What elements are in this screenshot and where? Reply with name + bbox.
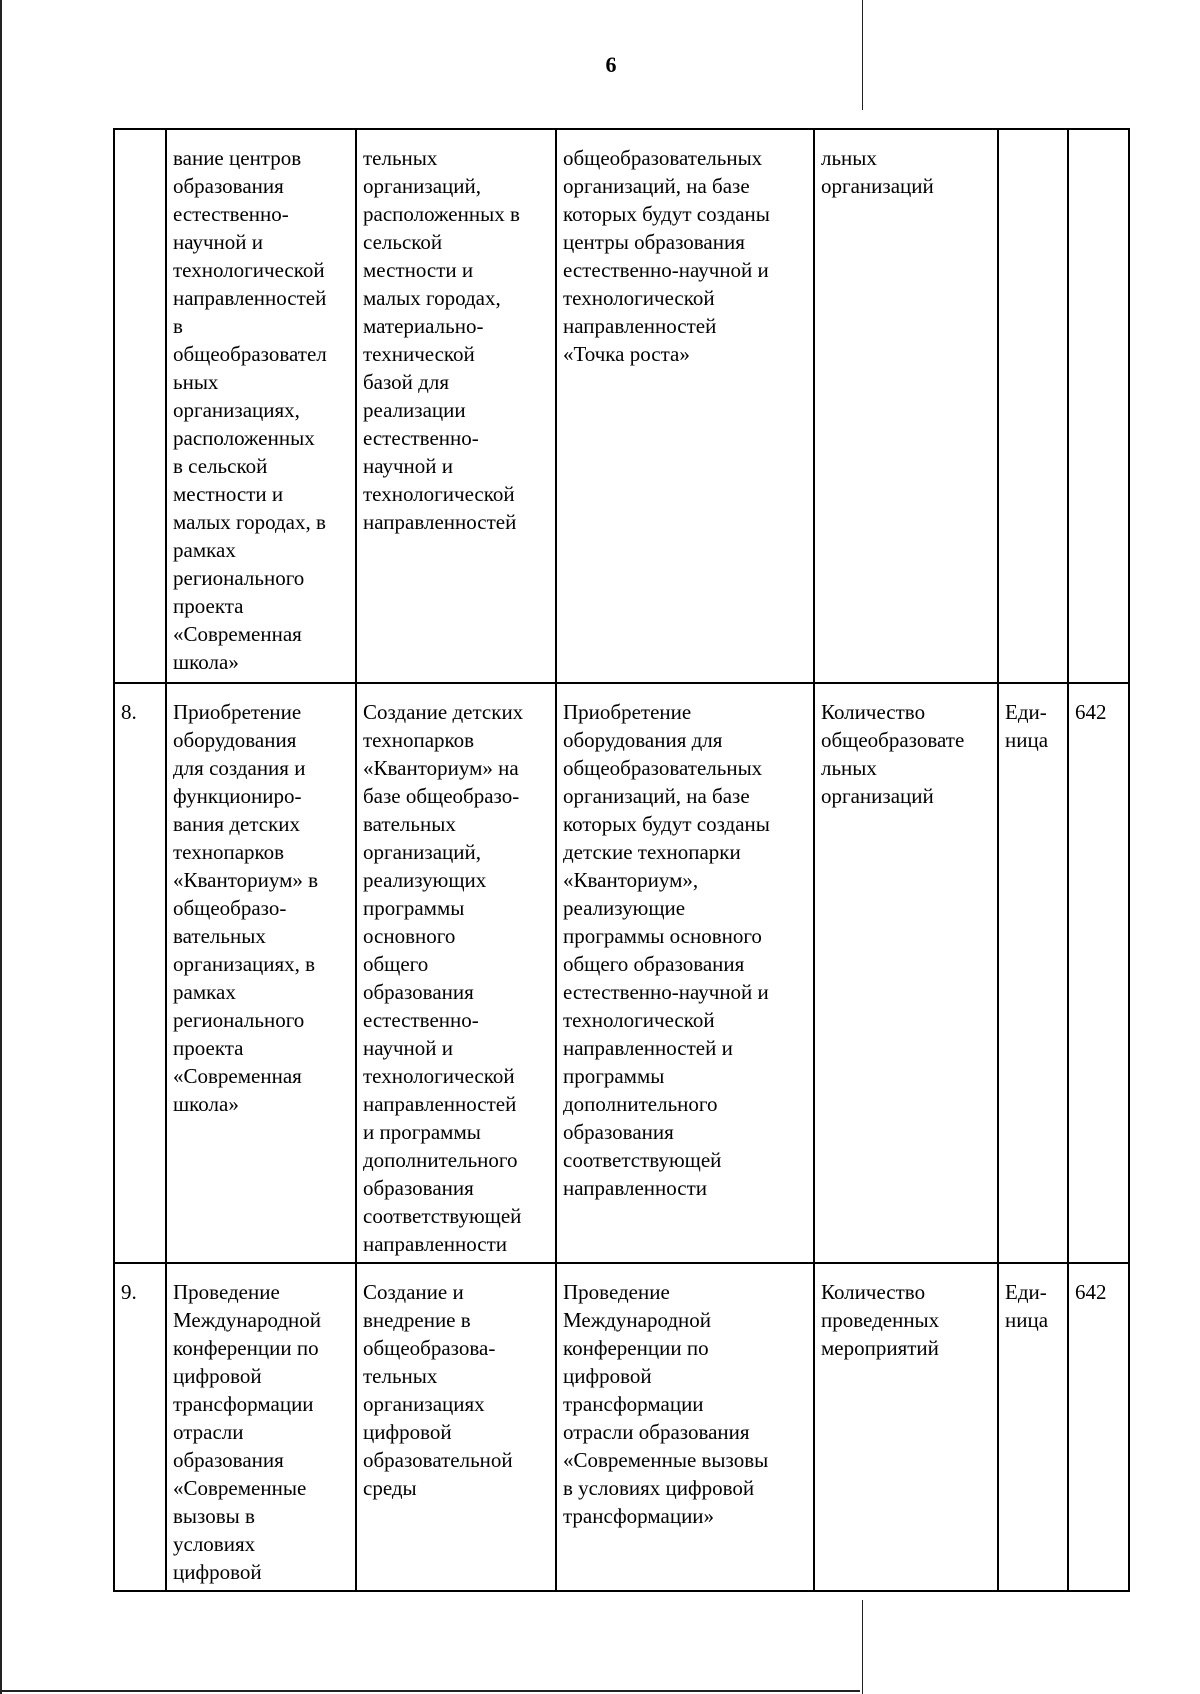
measure-name-cell: вание центров образования естественно- научной и технологической направленностей в общеобразовател ьных организациях, расположенных в сельской местности и малых городах, в рамках регионального проекта «Современная школа» <box>166 129 356 683</box>
table-row <box>114 129 1129 683</box>
indicator-name-cell: Количество общеобразовате льных организаций <box>814 683 998 1263</box>
scan-edge-line-left <box>0 0 2 1694</box>
measures-table <box>113 128 1130 1592</box>
result-description-cell: тельных организаций, расположенных в сельской местности и малых городах, материально- технической базой для реализации естественно- научной и технологической направленностей <box>356 129 556 683</box>
scan-edge-line-right <box>862 0 863 110</box>
activity-description-cell: Проведение Международной конференции по цифровой трансформации отрасли образования «Современные вызовы в условиях цифровой трансформации» <box>556 1263 814 1591</box>
indicator-name-cell: Количество проведенных мероприятий <box>814 1263 998 1591</box>
result-description-cell: Создание детских технопарков «Кванториум» на базе общеобразо- вательных организаций, реализующих программы основного общего образования естественно- научной и технологической направленностей и программы дополнительного образования соответствующей направленности <box>356 683 556 1263</box>
scan-bottom-line <box>0 1690 860 1692</box>
table-row <box>114 683 1129 1263</box>
indicator-name-cell: льных организаций <box>814 129 998 683</box>
measure-name-cell: Приобретение оборудования для создания и функциониро- вания детских технопарков «Кванториум» в общеобразо- вательных организациях, в рамках регионального проекта «Современная школа» <box>166 683 356 1263</box>
value-cell: 642 <box>1068 1263 1129 1591</box>
page-number: 6 <box>605 52 617 77</box>
unit-cell <box>998 129 1068 683</box>
scan-edge-line-right-bottom <box>862 1600 863 1694</box>
activity-description-cell: общеобразовательных организаций, на базе которых будут созданы центры образования естественно-научной и технологической направленностей «Точка роста» <box>556 129 814 683</box>
value-cell: 642 <box>1068 683 1129 1263</box>
row-number-cell <box>114 129 166 683</box>
value-cell <box>1068 129 1129 683</box>
table-row <box>114 1263 1129 1591</box>
unit-cell: Еди- ница <box>998 683 1068 1263</box>
measure-name-cell: Проведение Международной конференции по цифровой трансформации отрасли образования «Современные вызовы в условиях цифровой <box>166 1263 356 1591</box>
unit-cell: Еди- ница <box>998 1263 1068 1591</box>
activity-description-cell: Приобретение оборудования для общеобразовательных организаций, на базе которых будут созданы детские технопарки «Кванториум», реализующие программы основного общего образования естественно-научной и технологической направленностей и программы дополнительного образования соответствующей направленности <box>556 683 814 1263</box>
row-number-cell: 8. <box>114 683 166 1263</box>
row-number-cell: 9. <box>114 1263 166 1591</box>
result-description-cell: Создание и внедрение в общеобразова- тельных организациях цифровой образовательной среды <box>356 1263 556 1591</box>
